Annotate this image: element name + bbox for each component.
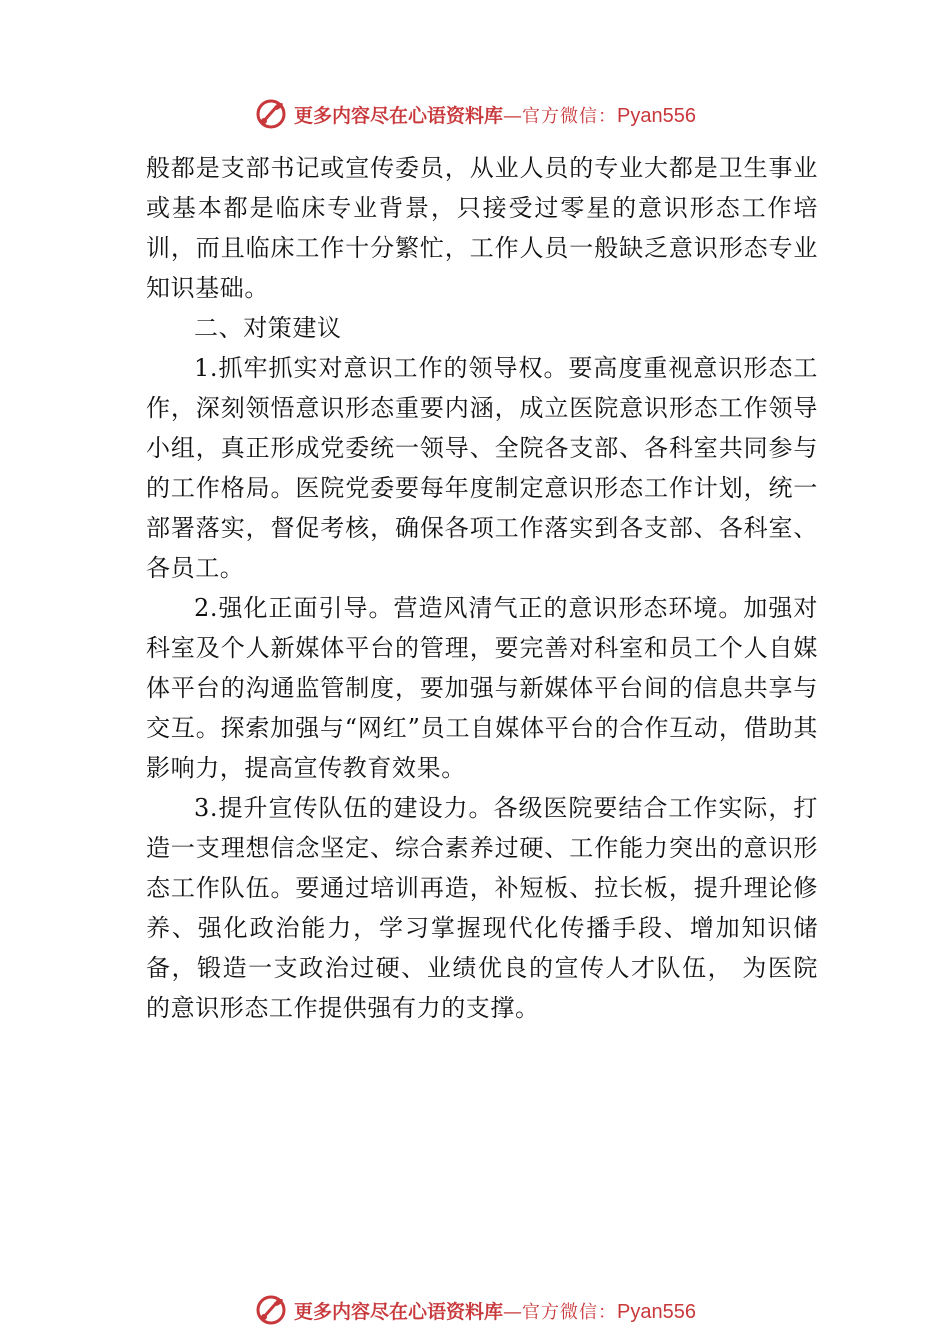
document-body [146,148,818,1028]
brush-logo-icon [254,97,288,131]
banner-text [294,101,696,128]
paragraph-point-3: 3.提升宣传队伍的建设力。各级医院要结合工作实际，打造一支理想信念坚定、综合素养过硬、工作能力突出的意识形态工作队伍。要通过培训再造，补短板、拉长板，提升理论修养、强化政治能力，学习掌握现代化传播手段、增加知识储备，锻造一支政治过硬、业绩优良的宣传人才队伍， 为医院的意识形态工作提供强有力的支撑。 [146,794,818,1022]
banner-brand: 更多内容尽在心语资料库 [294,104,504,127]
banner-separator: — [503,1300,523,1323]
brush-logo-icon [254,1293,288,1327]
paragraph-continuation: 般都是支部书记或宣传委员，从业人员的专业大都是卫生事业或基本都是临床专业背景，只接受过零星的意识形态工作培训，而且临床工作十分繁忙，工作人员一般缺乏意识形态专业知识基础。 [146,154,818,302]
banner-label: 官方微信： [522,1301,618,1323]
footer-banner [0,1290,950,1330]
banner-separator: — [503,104,523,127]
header-banner [0,94,950,134]
banner-label: 官方微信： [522,105,618,127]
banner-brand: 更多内容尽在心语资料库 [294,1300,504,1323]
paragraph-point-1: 1.抓牢抓实对意识工作的领导权。要高度重视意识形态工作，深刻领悟意识形态重要内涵，成立医院意识形态工作领导小组，真正形成党委统一领导、全院各支部、各科室共同参与的工作格局。医院党委要每年度制定意识形态工作计划，统一部署落实，督促考核，确保各项工作落实到各支部、各科室、各员工。 [146,354,818,582]
section-heading: 二、对策建议 [194,314,342,342]
banner-handle: Pyan556 [617,1300,696,1323]
banner-handle: Pyan556 [617,104,696,127]
banner-text [294,1297,696,1324]
paragraph-point-2: 2.强化正面引导。营造风清气正的意识形态环境。加强对科室及个人新媒体平台的管理，要完善对科室和员工个人自媒体平台的沟通监管制度，要加强与新媒体平台间的信息共享与交互。探索加强与“网红”员工自媒体平台的合作互动，借助其影响力，提高宣传教育效果。 [146,594,818,782]
